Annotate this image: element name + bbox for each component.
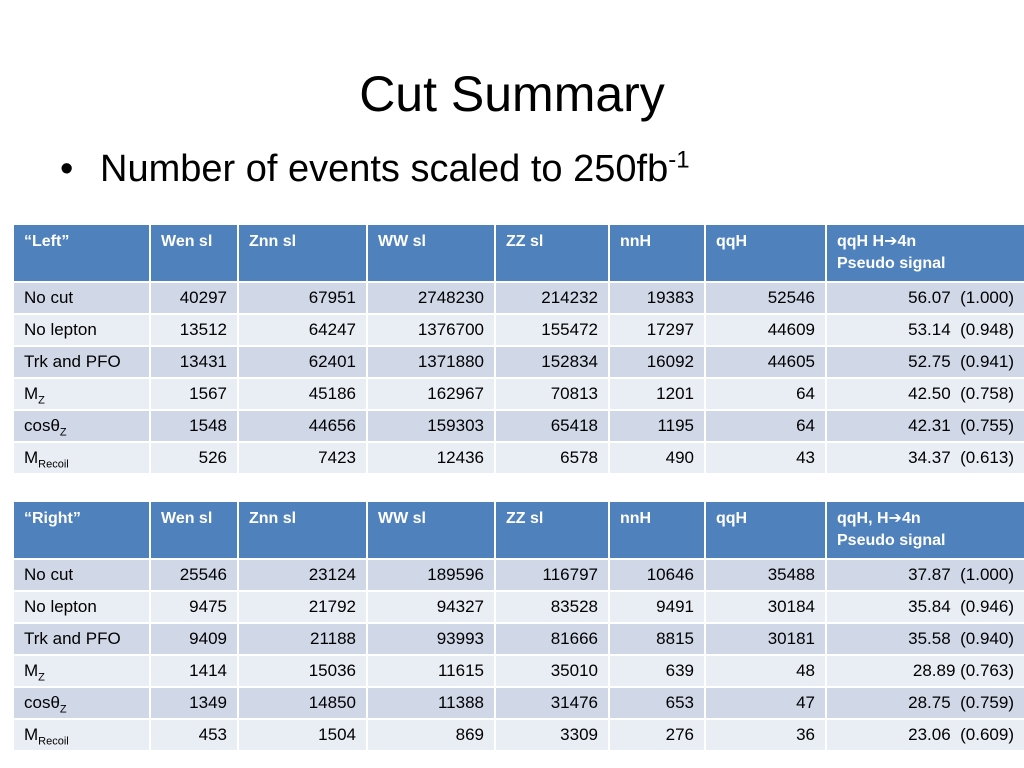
- row-label: [13, 410, 150, 442]
- table-cell: 44609: [705, 314, 826, 346]
- table-cell: 1504: [238, 719, 367, 751]
- table-cell: 65418: [495, 410, 609, 442]
- table-cell: 67951: [238, 282, 367, 314]
- table-cell: 42.31 (0.755): [826, 410, 1024, 442]
- table-cell: 162967: [367, 378, 495, 410]
- table-cell: 81666: [495, 623, 609, 655]
- table-row: [13, 378, 1024, 410]
- table-row: [13, 687, 1024, 719]
- table-cell: 31476: [495, 687, 609, 719]
- table-cell: 3309: [495, 719, 609, 751]
- table-cell: 14850: [238, 687, 367, 719]
- table-cell: 28.89 (0.763): [826, 655, 1024, 687]
- table-cell: 44605: [705, 346, 826, 378]
- row-label-text: M: [24, 448, 39, 467]
- table-cell: 83528: [495, 591, 609, 623]
- table-row: [13, 282, 1024, 314]
- table-cell: 23124: [238, 559, 367, 591]
- table-cell: 56.07 (1.000): [826, 282, 1024, 314]
- bullet-text: [60, 144, 690, 194]
- table-cell: 1201: [609, 378, 705, 410]
- row-label-text: M: [24, 384, 39, 403]
- row-label-text: Trk and PFO: [24, 352, 121, 371]
- table-cell: 34.37 (0.613): [826, 442, 1024, 474]
- table-row: [13, 410, 1024, 442]
- table-cell: 40297: [150, 282, 238, 314]
- row-label: [13, 655, 150, 687]
- table-cell: 35488: [705, 559, 826, 591]
- table-cell: 44656: [238, 410, 367, 442]
- table-cell: 64: [705, 410, 826, 442]
- table-cell: 8815: [609, 623, 705, 655]
- table-cell: 1414: [150, 655, 238, 687]
- table-cell: 94327: [367, 591, 495, 623]
- table-cell: 116797: [495, 559, 609, 591]
- table-cell: 2748230: [367, 282, 495, 314]
- row-label-subscript: Z: [38, 394, 45, 407]
- table-cell: 653: [609, 687, 705, 719]
- table-row: [13, 655, 1024, 687]
- header-signal-prefix: qqH, H: [837, 510, 889, 527]
- header-signal-subtitle: Pseudo signal: [837, 532, 946, 549]
- table-cell: 21188: [238, 623, 367, 655]
- table-cell: 35.58 (0.940): [826, 623, 1024, 655]
- table-cell: 23.06 (0.609): [826, 719, 1024, 751]
- table-row: [13, 314, 1024, 346]
- arrow-icon: ➔: [884, 233, 898, 250]
- header-cell: nnH: [609, 224, 705, 282]
- table-cell: 7423: [238, 442, 367, 474]
- header-cell: WW sl: [367, 501, 495, 559]
- row-label: [13, 591, 150, 623]
- row-label: [13, 282, 150, 314]
- table-row: [13, 623, 1024, 655]
- row-label-text: M: [24, 725, 39, 744]
- header-cell: ZZ sl: [495, 224, 609, 282]
- header-cell: Wen sl: [150, 224, 238, 282]
- table-cell: 639: [609, 655, 705, 687]
- header-cell-signal: [826, 224, 1024, 282]
- table-cell: 159303: [367, 410, 495, 442]
- row-label-subscript: Recoil: [38, 458, 69, 471]
- header-cell: nnH: [609, 501, 705, 559]
- table-row: [13, 346, 1024, 378]
- header-signal-suffix: 4n: [897, 233, 917, 250]
- header-cell: ZZ sl: [495, 501, 609, 559]
- table-cell: 52546: [705, 282, 826, 314]
- header-cell: Znn sl: [238, 224, 367, 282]
- table-cell: 28.75 (0.759): [826, 687, 1024, 719]
- table-cell: 19383: [609, 282, 705, 314]
- table-cell: 11615: [367, 655, 495, 687]
- table-cell: 526: [150, 442, 238, 474]
- table-cell: 53.14 (0.948): [826, 314, 1024, 346]
- table-cell: 1195: [609, 410, 705, 442]
- table-row: [13, 591, 1024, 623]
- table-cell: 64: [705, 378, 826, 410]
- table-cell: 9491: [609, 591, 705, 623]
- row-label-text: Trk and PFO: [24, 629, 121, 648]
- table-cell: 869: [367, 719, 495, 751]
- slide-title: Cut Summary: [359, 66, 665, 122]
- row-label: [13, 719, 150, 751]
- header-cell: WW sl: [367, 224, 495, 282]
- table-cell: 1371880: [367, 346, 495, 378]
- row-label-text: cosθ: [24, 693, 60, 712]
- row-label: [13, 378, 150, 410]
- table-cell: 30184: [705, 591, 826, 623]
- header-signal-subtitle: Pseudo signal: [837, 255, 946, 272]
- table-cell: 10646: [609, 559, 705, 591]
- header-row: [13, 224, 1024, 282]
- row-label-text: No cut: [24, 288, 74, 307]
- bullet-superscript: -1: [668, 146, 690, 174]
- table-cell: 70813: [495, 378, 609, 410]
- header-cell-signal: [826, 501, 1024, 559]
- row-label-subscript: Z: [38, 671, 45, 684]
- table-cell: 47: [705, 687, 826, 719]
- table-cell: 64247: [238, 314, 367, 346]
- table-cell: 16092: [609, 346, 705, 378]
- table-cell: 13512: [150, 314, 238, 346]
- table-cell: 30181: [705, 623, 826, 655]
- bullet-dot: •: [60, 148, 74, 190]
- table-cell: 93993: [367, 623, 495, 655]
- table-cell: 152834: [495, 346, 609, 378]
- table-cell: 453: [150, 719, 238, 751]
- table-cell: 1567: [150, 378, 238, 410]
- table-cell: 9475: [150, 591, 238, 623]
- row-label-text: No cut: [24, 565, 74, 584]
- header-cell: qqH: [705, 224, 826, 282]
- table-cell: 45186: [238, 378, 367, 410]
- table-cell: 1548: [150, 410, 238, 442]
- row-label-subscript: Recoil: [38, 735, 69, 748]
- table-row: [13, 559, 1024, 591]
- table-cell: 214232: [495, 282, 609, 314]
- table-cell: 490: [609, 442, 705, 474]
- table-cell: 155472: [495, 314, 609, 346]
- table-cell: 189596: [367, 559, 495, 591]
- header-signal-suffix: 4n: [901, 510, 921, 527]
- row-label: [13, 559, 150, 591]
- row-label: [13, 314, 150, 346]
- row-label-text: No lepton: [24, 320, 97, 339]
- table-cell: 62401: [238, 346, 367, 378]
- table-cell: 48: [705, 655, 826, 687]
- row-label-text: cosθ: [24, 416, 60, 435]
- header-cell: Wen sl: [150, 501, 238, 559]
- table-body: [13, 282, 1024, 474]
- row-label-text: M: [24, 661, 39, 680]
- table-cell: 35010: [495, 655, 609, 687]
- table-cell: 9409: [150, 623, 238, 655]
- row-label-subscript: Z: [59, 426, 67, 439]
- header-row: [13, 501, 1024, 559]
- table-cell: 17297: [609, 314, 705, 346]
- arrow-icon: ➔: [888, 510, 902, 527]
- header-cell: qqH: [705, 501, 826, 559]
- table-cell: 12436: [367, 442, 495, 474]
- table-cell: 52.75 (0.941): [826, 346, 1024, 378]
- header-cell: “Right”: [13, 501, 150, 559]
- table-cell: 1376700: [367, 314, 495, 346]
- table-cell: 25546: [150, 559, 238, 591]
- table-row: [13, 719, 1024, 751]
- row-label-text: No lepton: [24, 597, 97, 616]
- row-label: [13, 442, 150, 474]
- row-label: [13, 346, 150, 378]
- row-label-subscript: Z: [59, 703, 67, 716]
- table-cell: 11388: [367, 687, 495, 719]
- header-cell: “Left”: [13, 224, 150, 282]
- table-cell: 35.84 (0.946): [826, 591, 1024, 623]
- table-cell: 37.87 (1.000): [826, 559, 1024, 591]
- table-cell: 36: [705, 719, 826, 751]
- header-signal-prefix: qqH H: [837, 233, 885, 250]
- table-row: [13, 442, 1024, 474]
- table-cell: 276: [609, 719, 705, 751]
- table-cell: 15036: [238, 655, 367, 687]
- table-cell: 1349: [150, 687, 238, 719]
- table-cell: 21792: [238, 591, 367, 623]
- table-cell: 6578: [495, 442, 609, 474]
- table-cell: 42.50 (0.758): [826, 378, 1024, 410]
- table-body: [13, 559, 1024, 751]
- right-cut-table: [12, 500, 1024, 752]
- row-label: [13, 623, 150, 655]
- left-cut-table: [12, 223, 1024, 475]
- table-cell: 43: [705, 442, 826, 474]
- bullet-label: Number of events scaled to 250fb: [100, 148, 669, 190]
- row-label: [13, 687, 150, 719]
- header-cell: Znn sl: [238, 501, 367, 559]
- table-cell: 13431: [150, 346, 238, 378]
